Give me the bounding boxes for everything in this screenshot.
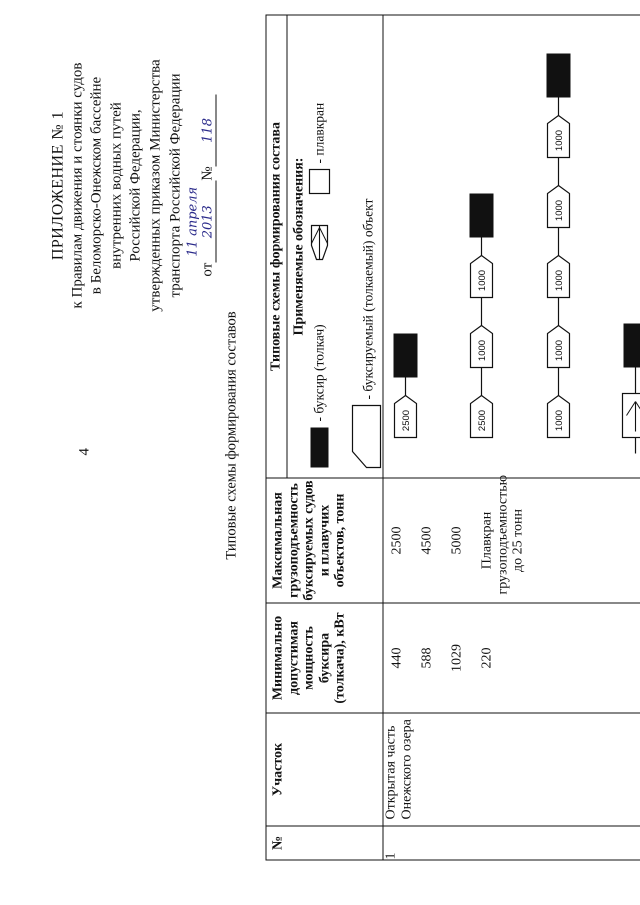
capacity-value: 2500	[389, 526, 405, 554]
power-value: 588	[419, 647, 435, 668]
order-date-handwritten: 11 апреля 2013	[185, 186, 216, 257]
header-capacity: Максимальная грузоподъемность буксируемых судов и плавучих объектов, тонн	[266, 478, 383, 603]
barge-label: 1000	[553, 199, 565, 221]
table-header-row	[266, 15, 383, 860]
barge-label: 1000	[553, 339, 565, 361]
order-no-label: №	[199, 165, 216, 181]
legend-crane-label: - плавкран	[311, 102, 327, 163]
header-number: №	[266, 826, 383, 860]
legend-towed-label: - буксируемый (толкаемый) объект	[360, 198, 376, 399]
row-powers	[383, 603, 640, 713]
appendix-line: в Беломорско-Онежском бассейне	[88, 76, 105, 294]
header-section: Участок	[266, 713, 383, 826]
appendix-header	[48, 25, 218, 345]
schemes-diagram	[383, 14, 640, 477]
appendix-line: транспорта Российской Федерации	[166, 72, 183, 298]
tug	[623, 323, 640, 367]
crane-hull	[622, 393, 640, 437]
appendix-title: ПРИЛОЖЕНИЕ № 1	[49, 110, 66, 260]
schemes-table	[265, 14, 640, 860]
order-prefix: от	[199, 262, 216, 277]
tug-symbol	[310, 427, 328, 467]
appendix-line: Российской Федерации,	[127, 108, 144, 262]
header-schemes	[266, 15, 383, 478]
barge-label: 1000	[476, 269, 488, 291]
row-number: 1	[383, 826, 640, 860]
schemes-title: Типовые схемы формирования состава	[266, 15, 287, 477]
towed-object-symbol	[352, 405, 380, 467]
header-power: Минимально допустимая мощность буксира (толкача), кВт	[266, 603, 383, 713]
capacity-value: 4500	[419, 526, 435, 554]
barge-label: 1000	[553, 269, 565, 291]
table-row	[383, 15, 640, 860]
capacity-value: 5000	[449, 526, 465, 554]
power-value: 220	[479, 647, 495, 668]
tug	[546, 53, 570, 97]
order-number-handwritten: 118	[200, 117, 216, 143]
tug	[469, 193, 493, 237]
order-line	[185, 94, 218, 276]
appendix-line: утвержденных приказом Министерства	[146, 58, 163, 312]
appendix-line: к Правилам движения и стоянки судов	[68, 61, 85, 309]
power-value: 440	[389, 647, 405, 668]
legend-title: Применяемые обозначения:	[290, 157, 306, 335]
barge-label: 2500	[400, 409, 412, 431]
tug	[393, 333, 417, 377]
document-title: Типовые схемы формирования составов	[223, 310, 239, 560]
appendix-line: внутренних водных путей	[107, 101, 124, 269]
page-number: 4	[76, 447, 92, 455]
barge-label: 1000	[553, 129, 565, 151]
capacity-value: Плавкран грузоподъемностью до 25 тонн	[479, 474, 526, 594]
barge-label: 1000	[476, 339, 488, 361]
crane-box	[309, 169, 329, 193]
barge-label: 1000	[553, 409, 565, 431]
row-capacities	[383, 474, 640, 603]
legend	[308, 15, 382, 477]
row-schemes	[383, 15, 640, 478]
barge-label: 2500	[476, 409, 488, 431]
legend-tug-label: - буксир (толкач)	[311, 323, 327, 421]
row-section: Открытая часть Онежского озера	[383, 713, 640, 826]
power-value: 1029	[449, 643, 465, 672]
